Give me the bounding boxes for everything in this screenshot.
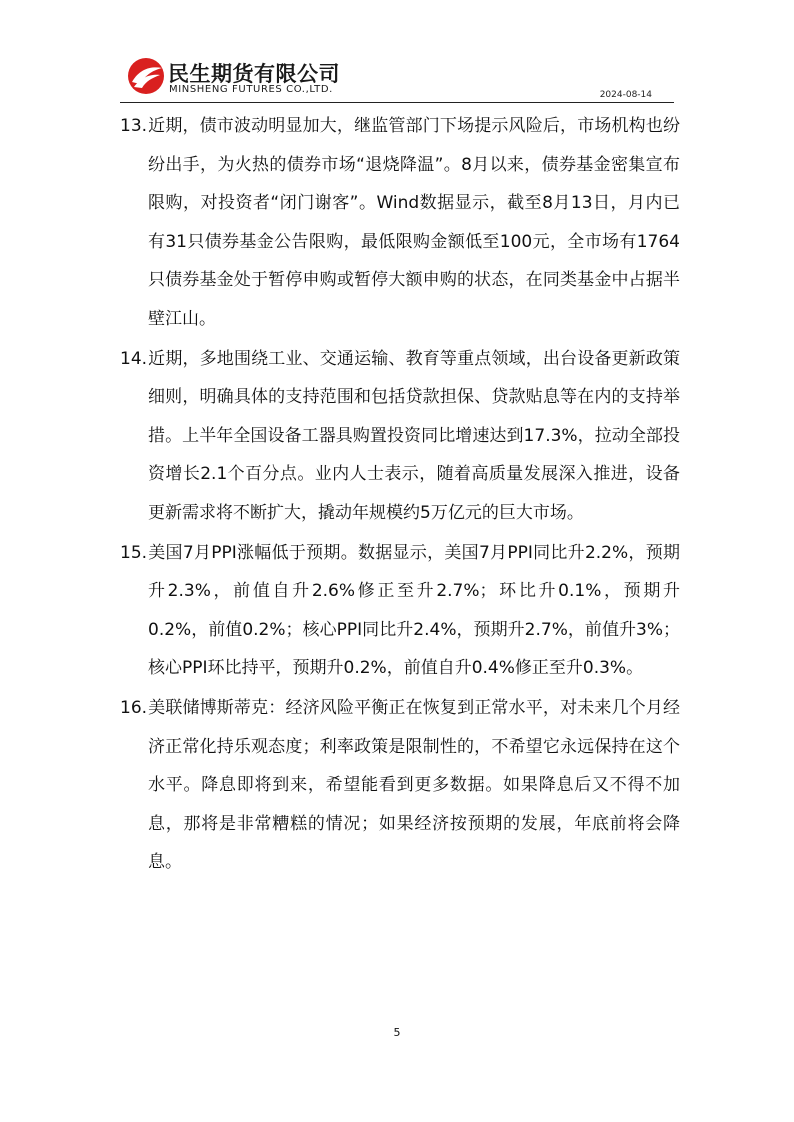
- report-date: 2024-08-14: [599, 90, 652, 100]
- news-item-15: [120, 534, 680, 688]
- company-name-cn: 民生期货有限公司: [168, 62, 340, 86]
- item-text: 近期，债市波动明显加大，继监管部门下场提示风险后，市场机构也纷纷出手，为火热的债券市场“退烧降温”。8月以来，债券基金密集宣布限购，对投资者“闭门谢客”。Wind数据显示，截至8月13日，月内已有31只债券基金公告限购，最低限购金额低至100元，全市场有1764只债券基金处于暂停申购或暂停大额申购的状态，在同类基金中占据半壁江山。: [148, 116, 680, 329]
- news-item-13: [120, 107, 680, 339]
- item-number: 15.: [120, 542, 148, 563]
- item-text: 美国7月PPI涨幅低于预期。数据显示，美国7月PPI同比升2.2%，预期升2.3%，前值自升2.6%修正至升2.7%；环比升0.1%，预期升0.2%，前值0.2%；核心PPI同比升2.4%，预期升2.7%，前值升3%；核心PPI环比持平，预期升0.2%，前值自升0.4%修正至升0.3%。: [148, 542, 680, 679]
- news-list: [120, 107, 680, 883]
- item-number: 14.: [120, 348, 148, 369]
- company-name-en: MINSHENG FUTURES CO.,LTD.: [169, 84, 333, 95]
- minsheng-logo-icon: [126, 56, 166, 96]
- item-number: 16.: [120, 697, 148, 718]
- news-item-16: [120, 689, 680, 882]
- page-header: [120, 52, 674, 103]
- item-text: 近期，多地围绕工业、交通运输、教育等重点领域，出台设备更新政策细则，明确具体的支持范围和包括贷款担保、贷款贴息等在内的支持举措。上半年全国设备工器具购置投资同比增速达到17.3%，拉动全部投资增长2.1个百分点。业内人士表示，随着高质量发展深入推进，设备更新需求将不断扩大，撬动年规模约5万亿元的巨大市场。: [148, 348, 680, 523]
- page-number: 5: [393, 1026, 401, 1039]
- item-number: 13.: [120, 116, 148, 136]
- item-text: 美联储博斯蒂克：经济风险平衡正在恢复到正常水平，对未来几个月经济正常化持乐观态度；利率政策是限制性的，不希望它永远保持在这个水平。降息即将到来，希望能看到更多数据。如果降息后又不得不加息，那将是非常糟糕的情况；如果经济按预期的发展，年底前将会降息。: [148, 697, 680, 873]
- news-item-14: [120, 340, 680, 533]
